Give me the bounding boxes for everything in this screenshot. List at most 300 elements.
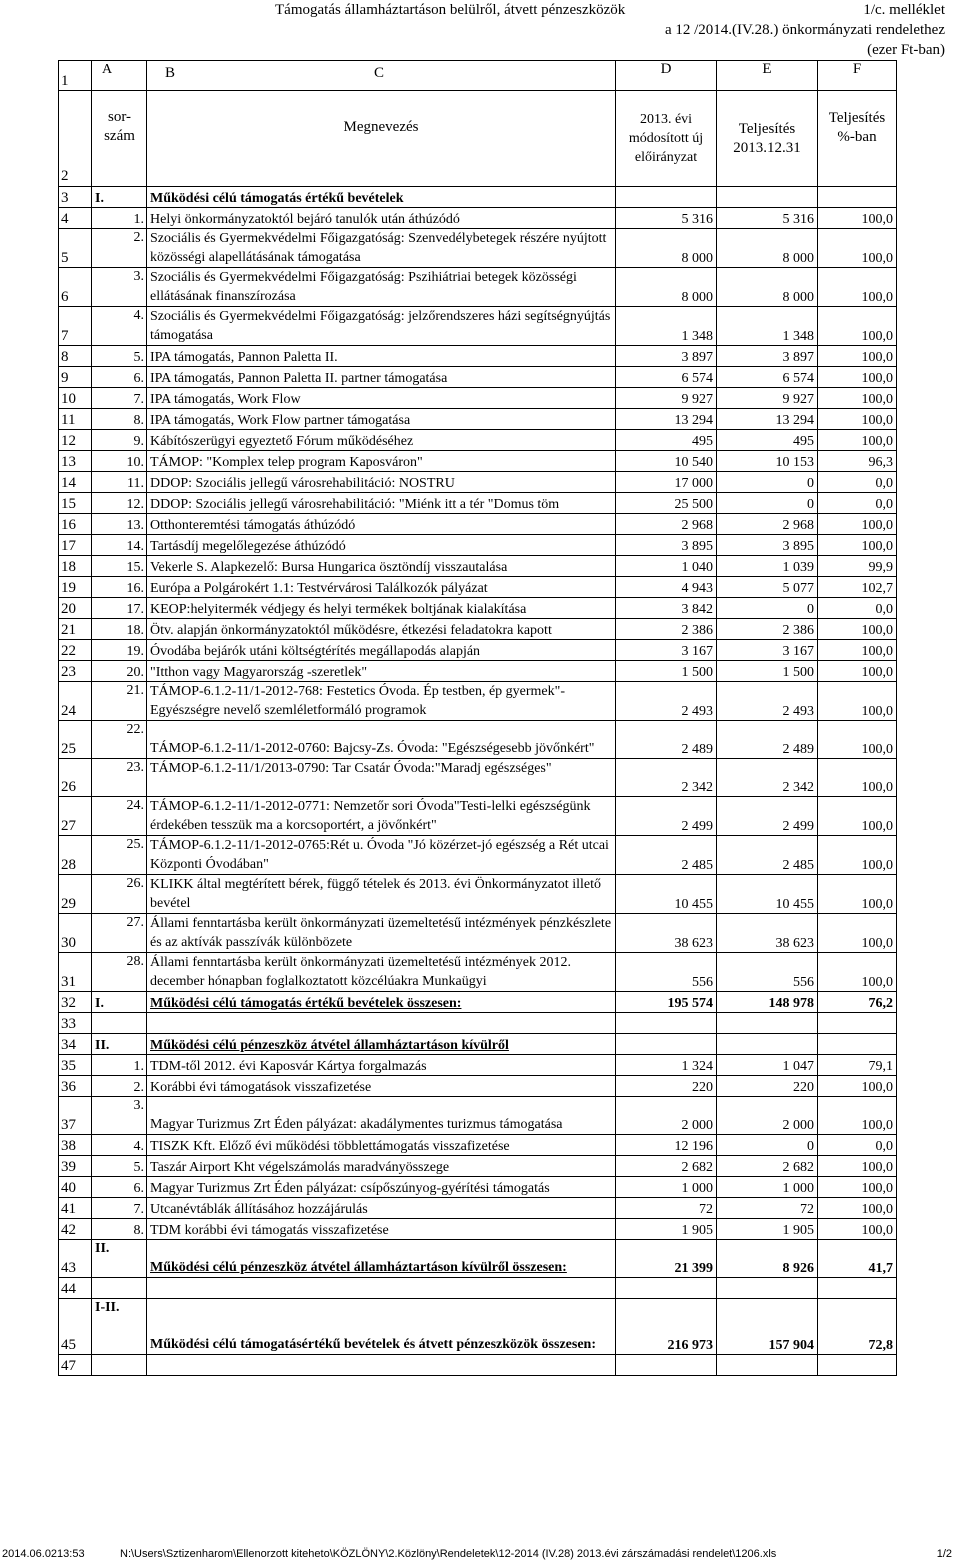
table-row — [59, 307, 897, 346]
row-name: Kábítószerügyi egyeztető Fórum működéséhez — [147, 430, 616, 451]
row-value-f: 100,0 — [818, 229, 897, 268]
row-value-d: 72 — [616, 1198, 717, 1219]
col-header-f: Teljesítés %-ban — [818, 91, 897, 187]
row-value-e: 2 489 — [717, 721, 818, 759]
row-value-e: 5 316 — [717, 208, 818, 229]
row-value-f: 100,0 — [818, 661, 897, 682]
table-row — [59, 367, 897, 388]
row-number: 20 — [59, 598, 92, 619]
row-value-d: 2 386 — [616, 619, 717, 640]
row-name: TÁMOP-6.1.2-11/1-2012-0760: Bajcsy-Zs. Óvoda: "Egészségesebb jövőnkért" — [147, 721, 616, 759]
row-item-number: 16. — [92, 577, 147, 598]
row-item-number: 10. — [92, 451, 147, 472]
row-value-e: 556 — [717, 953, 818, 992]
row-name: Vekerle S. Alapkezelő: Bursa Hungarica ösztöndíj visszautalása — [147, 556, 616, 577]
row-value-f — [818, 1034, 897, 1055]
row-value-d: 3 897 — [616, 346, 717, 367]
table-row — [59, 535, 897, 556]
row-value-f: 100,0 — [818, 914, 897, 953]
row-value-e: 38 623 — [717, 914, 818, 953]
table-row — [59, 451, 897, 472]
row-value-e: 0 — [717, 1135, 818, 1156]
row-number: 37 — [59, 1097, 92, 1135]
row-value-f: 96,3 — [818, 451, 897, 472]
row-value-d: 10 540 — [616, 451, 717, 472]
row-value-f — [818, 1355, 897, 1376]
row-number: 7 — [59, 307, 92, 346]
table-row — [59, 187, 897, 208]
row-value-d: 2 968 — [616, 514, 717, 535]
row-name: Európa a Polgárokért 1.1: Testvérvárosi Találkozók pályázat — [147, 577, 616, 598]
table-row — [59, 661, 897, 682]
row-value-d — [616, 187, 717, 208]
table-row — [59, 1034, 897, 1055]
row-value-d: 3 895 — [616, 535, 717, 556]
row-value-f: 79,1 — [818, 1055, 897, 1076]
row-number: 19 — [59, 577, 92, 598]
row-item-number: 24. — [92, 797, 147, 836]
row-item-number: 8. — [92, 1219, 147, 1240]
row-value-d: 8 000 — [616, 268, 717, 307]
row-value-e: 13 294 — [717, 409, 818, 430]
table-row — [59, 514, 897, 535]
row-number: 24 — [59, 682, 92, 721]
row-number: 21 — [59, 619, 92, 640]
table-row — [59, 556, 897, 577]
row-number: 25 — [59, 721, 92, 759]
row-item-number: 2. — [92, 229, 147, 268]
row-value-f — [818, 187, 897, 208]
table-row — [59, 1355, 897, 1376]
row-item-number: I. — [92, 187, 147, 208]
row-number: 17 — [59, 535, 92, 556]
row-value-e: 1 000 — [717, 1177, 818, 1198]
row-item-number: 1. — [92, 1055, 147, 1076]
row-value-f: 76,2 — [818, 992, 897, 1013]
row-value-e: 0 — [717, 493, 818, 514]
row-item-number: 7. — [92, 388, 147, 409]
table-row — [59, 1135, 897, 1156]
row-item-number: 1. — [92, 208, 147, 229]
row-number: 27 — [59, 797, 92, 836]
row-name: Működési célú támogatás értékű bevételek — [147, 187, 616, 208]
row-value-d: 6 574 — [616, 367, 717, 388]
row-item-number: 22. — [92, 721, 147, 759]
row-number: 5 — [59, 229, 92, 268]
row-value-f — [818, 1013, 897, 1034]
table-row — [59, 1013, 897, 1034]
row-value-f: 100,0 — [818, 640, 897, 661]
row-value-e: 8 926 — [717, 1240, 818, 1278]
table-row — [59, 721, 897, 759]
row-value-e: 2 493 — [717, 682, 818, 721]
col-header-no: sor- szám — [92, 91, 147, 187]
row-number: 2 — [59, 91, 92, 187]
table-row — [59, 346, 897, 367]
row-value-e: 9 927 — [717, 388, 818, 409]
table-row — [59, 493, 897, 514]
row-value-d — [616, 1034, 717, 1055]
row-item-number: 12. — [92, 493, 147, 514]
row-number: 23 — [59, 661, 92, 682]
row-value-d: 17 000 — [616, 472, 717, 493]
row-value-e: 8 000 — [717, 268, 818, 307]
row-value-e: 2 485 — [717, 836, 818, 875]
row-value-f: 100,0 — [818, 1219, 897, 1240]
table-row — [59, 875, 897, 914]
row-name: Állami fenntartásba került önkormányzati üzemeltetésű intézmények pénzkészlete és az aktívák passzívák különbözete — [147, 914, 616, 953]
row-value-f: 100,0 — [818, 208, 897, 229]
row-name: Szociális és Gyermekvédelmi Főigazgatóság: Szenvedélybetegek részére nyújtott közösségi alapellátásának támogatása — [147, 229, 616, 268]
row-value-f: 100,0 — [818, 268, 897, 307]
row-name: TÁMOP-6.1.2-11/1/2013-0790: Tar Csatár Óvoda:"Maradj egészséges" — [147, 759, 616, 797]
row-value-f: 0,0 — [818, 493, 897, 514]
row-item-number: 4. — [92, 1135, 147, 1156]
row-number: 11 — [59, 409, 92, 430]
row-value-f: 100,0 — [818, 759, 897, 797]
row-item-number: 13. — [92, 514, 147, 535]
row-item-number: 26. — [92, 875, 147, 914]
table-row — [59, 914, 897, 953]
table-row — [59, 388, 897, 409]
row-value-f: 100,0 — [818, 619, 897, 640]
row-name: Állami fenntartásba került önkormányzati üzemeltetésű intézmények 2012. december hónapban foglalkoztatott közcélúakra Munkaügyi — [147, 953, 616, 992]
row-item-number: 18. — [92, 619, 147, 640]
row-value-d — [616, 1355, 717, 1376]
row-value-e: 1 039 — [717, 556, 818, 577]
row-number: 35 — [59, 1055, 92, 1076]
row-value-f: 100,0 — [818, 1198, 897, 1219]
row-value-e: 5 077 — [717, 577, 818, 598]
row-number: 38 — [59, 1135, 92, 1156]
table-row — [59, 1219, 897, 1240]
row-number: 12 — [59, 430, 92, 451]
col-header-e: Teljesítés 2013.12.31 — [717, 91, 818, 187]
footer-file-path: N:\Users\Sztizenharom\Ellenorzott kiteheto\KÖZLÖNY\2.Közlöny\Rendeletek\12-2014 (IV.28) 2013.évi zárszámadási rendelet\1206.xls — [120, 1548, 777, 1560]
row-item-number — [92, 1278, 147, 1299]
row-number: 41 — [59, 1198, 92, 1219]
row-item-number: II. — [92, 1240, 147, 1278]
col-header-d: 2013. évi módosított új előirányzat — [616, 91, 717, 187]
row-value-d: 3 842 — [616, 598, 717, 619]
row-item-number: 28. — [92, 953, 147, 992]
row-value-d: 1 324 — [616, 1055, 717, 1076]
row-value-e — [717, 1013, 818, 1034]
row-name: DDOP: Szociális jellegű városrehabilitáció: "Miénk itt a tér "Domus töm — [147, 493, 616, 514]
row-name: Magyar Turizmus Zrt Éden pályázat: akadálymentes turizmus támogatása — [147, 1097, 616, 1135]
row-value-f: 100,0 — [818, 836, 897, 875]
col-header-name: Megnevezés — [147, 91, 616, 187]
row-number: 18 — [59, 556, 92, 577]
table-row — [59, 1156, 897, 1177]
row-value-f: 100,0 — [818, 409, 897, 430]
row-number: 29 — [59, 875, 92, 914]
table-row — [59, 598, 897, 619]
row-value-e: 10 153 — [717, 451, 818, 472]
row-value-d: 216 973 — [616, 1299, 717, 1355]
row-value-e: 0 — [717, 598, 818, 619]
row-value-d: 2 485 — [616, 836, 717, 875]
row-number: 42 — [59, 1219, 92, 1240]
row-value-f: 100,0 — [818, 430, 897, 451]
row-value-f: 100,0 — [818, 721, 897, 759]
row-item-number: 3. — [92, 1097, 147, 1135]
row-value-e: 6 574 — [717, 367, 818, 388]
row-value-e: 1 905 — [717, 1219, 818, 1240]
row-number: 15 — [59, 493, 92, 514]
row-name: TÁMOP-6.1.2-11/1-2012-0765:Rét u. Óvoda "Jó közérzet-jó egészség a Rét utcai Központi Óvodában" — [147, 836, 616, 875]
row-number: 10 — [59, 388, 92, 409]
row-item-number: 21. — [92, 682, 147, 721]
row-name: Taszár Airport Kht végelszámolás maradványösszege — [147, 1156, 616, 1177]
row-number: 6 — [59, 268, 92, 307]
row-name: IPA támogatás, Work Flow partner támogatása — [147, 409, 616, 430]
row-number: 16 — [59, 514, 92, 535]
row-item-number: II. — [92, 1034, 147, 1055]
row-value-f: 99,9 — [818, 556, 897, 577]
col-letter-d: D — [616, 61, 717, 91]
row-value-d: 38 623 — [616, 914, 717, 953]
row-value-d: 1 500 — [616, 661, 717, 682]
col-letter-b-c — [147, 61, 616, 91]
row-item-number: 17. — [92, 598, 147, 619]
table-row — [59, 682, 897, 721]
row-item-number: 25. — [92, 836, 147, 875]
row-value-f: 72,8 — [818, 1299, 897, 1355]
row-number: 22 — [59, 640, 92, 661]
row-name — [147, 1355, 616, 1376]
row-value-e: 2 499 — [717, 797, 818, 836]
row-item-number: 5. — [92, 1156, 147, 1177]
row-item-number: 23. — [92, 759, 147, 797]
row-number: 4 — [59, 208, 92, 229]
row-name: Szociális és Gyermekvédelmi Főigazgatóság: jelzőrendszeres házi segítségnyújtás támogatása — [147, 307, 616, 346]
row-value-d: 4 943 — [616, 577, 717, 598]
row-number: 13 — [59, 451, 92, 472]
row-value-f: 100,0 — [818, 1177, 897, 1198]
row-value-e: 2 968 — [717, 514, 818, 535]
row-value-d: 21 399 — [616, 1240, 717, 1278]
row-value-d: 1 040 — [616, 556, 717, 577]
row-item-number: 19. — [92, 640, 147, 661]
row-number: 43 — [59, 1240, 92, 1278]
table-row — [59, 619, 897, 640]
row-value-e: 10 455 — [717, 875, 818, 914]
row-item-number: 8. — [92, 409, 147, 430]
row-item-number: I. — [92, 992, 147, 1013]
table-row — [59, 953, 897, 992]
row-value-d: 220 — [616, 1076, 717, 1097]
row-number: 1 — [59, 61, 92, 91]
row-value-e: 1 500 — [717, 661, 818, 682]
table-row — [59, 430, 897, 451]
row-value-e: 1 348 — [717, 307, 818, 346]
row-item-number: 3. — [92, 268, 147, 307]
row-value-f: 100,0 — [818, 1076, 897, 1097]
table-row — [59, 1076, 897, 1097]
col-letter-b: B — [165, 65, 176, 81]
table-row — [59, 1198, 897, 1219]
row-number: 14 — [59, 472, 92, 493]
row-item-number: I-II. — [92, 1299, 147, 1355]
row-value-f: 100,0 — [818, 1097, 897, 1135]
table-row — [59, 992, 897, 1013]
row-item-number: 27. — [92, 914, 147, 953]
row-value-e: 3 895 — [717, 535, 818, 556]
row-value-e — [717, 1034, 818, 1055]
row-name: KEOP:helyitermék védjegy és helyi termékek boltjának kialakítása — [147, 598, 616, 619]
row-value-f: 100,0 — [818, 953, 897, 992]
row-name — [147, 1013, 616, 1034]
row-value-e: 148 978 — [717, 992, 818, 1013]
row-value-d — [616, 1013, 717, 1034]
col-letter-c: C — [374, 65, 385, 81]
row-value-e: 1 047 — [717, 1055, 818, 1076]
row-value-e: 2 386 — [717, 619, 818, 640]
row-value-d: 1 000 — [616, 1177, 717, 1198]
row-name: Működési célú támogatásértékű bevételek és átvett pénzeszközök összesen: — [147, 1299, 616, 1355]
row-value-d: 2 342 — [616, 759, 717, 797]
row-value-e: 0 — [717, 472, 818, 493]
row-value-d: 5 316 — [616, 208, 717, 229]
row-name: TÁMOP: "Komplex telep program Kaposváron" — [147, 451, 616, 472]
row-number: 26 — [59, 759, 92, 797]
row-number: 47 — [59, 1355, 92, 1376]
row-name: Otthonteremtési támogatás áthúzódó — [147, 514, 616, 535]
row-number: 39 — [59, 1156, 92, 1177]
table-row — [59, 1278, 897, 1299]
document-title: Támogatás államháztartáson belülről, átvett pénzeszközök — [275, 2, 626, 18]
row-name: IPA támogatás, Pannon Paletta II. partner támogatása — [147, 367, 616, 388]
row-item-number: 6. — [92, 367, 147, 388]
table-row — [59, 268, 897, 307]
row-item-number: 9. — [92, 430, 147, 451]
row-item-number: 5. — [92, 346, 147, 367]
row-name: Utcanévtáblák állításához hozzájárulás — [147, 1198, 616, 1219]
row-value-d: 2 682 — [616, 1156, 717, 1177]
row-value-e — [717, 1278, 818, 1299]
row-name — [147, 1278, 616, 1299]
row-name: Magyar Turizmus Zrt Éden pályázat: csípőszúnyog-gyérítési támogatás — [147, 1177, 616, 1198]
row-value-d: 8 000 — [616, 229, 717, 268]
row-number: 40 — [59, 1177, 92, 1198]
row-number: 9 — [59, 367, 92, 388]
row-item-number: 20. — [92, 661, 147, 682]
row-value-d: 495 — [616, 430, 717, 451]
footer-date: 2014.06.0213:53 — [2, 1548, 85, 1560]
row-name: DDOP: Szociális jellegű városrehabilitáció: NOSTRU — [147, 472, 616, 493]
row-number: 31 — [59, 953, 92, 992]
row-value-f: 100,0 — [818, 535, 897, 556]
table-row — [59, 208, 897, 229]
row-item-number: 11. — [92, 472, 147, 493]
row-number: 33 — [59, 1013, 92, 1034]
row-name: Működési célú pénzeszköz átvétel államháztartáson kívülről — [147, 1034, 616, 1055]
row-name: TÁMOP-6.1.2-11/1-2012-0771: Nemzetőr sori Óvoda"Testi-lelki egészségünk érdekében tesszük ma a korcsoportért, a jövőnkért" — [147, 797, 616, 836]
row-name: Működési célú pénzeszköz átvétel államháztartáson kívülről összesen: — [147, 1240, 616, 1278]
row-number: 3 — [59, 187, 92, 208]
table-row — [59, 640, 897, 661]
row-item-number: 6. — [92, 1177, 147, 1198]
row-number: 32 — [59, 992, 92, 1013]
row-name: Működési célú támogatás értékű bevételek összesen: — [147, 992, 616, 1013]
table-row — [59, 759, 897, 797]
row-name: Korábbi évi támogatások visszafizetése — [147, 1076, 616, 1097]
table-row — [59, 472, 897, 493]
row-value-d: 2 000 — [616, 1097, 717, 1135]
row-number: 30 — [59, 914, 92, 953]
row-value-f: 100,0 — [818, 875, 897, 914]
row-value-f: 0,0 — [818, 472, 897, 493]
row-name: TÁMOP-6.1.2-11/1-2012-768: Festetics Óvoda. Ép testben, ép gyermek"-Egyészségre nevelő szemléletformáló programok — [147, 682, 616, 721]
table-row — [59, 229, 897, 268]
row-name: Óvodába bejárók utáni költségtérítés megállapodás alapján — [147, 640, 616, 661]
row-value-e: 3 897 — [717, 346, 818, 367]
row-value-e — [717, 187, 818, 208]
table-row — [59, 797, 897, 836]
row-name: "Itthon vagy Magyarország -szeretlek" — [147, 661, 616, 682]
row-value-f: 100,0 — [818, 1156, 897, 1177]
row-value-d: 556 — [616, 953, 717, 992]
row-number: 34 — [59, 1034, 92, 1055]
row-name: Ötv. alapján önkormányzatoktól működésre, étkezési feladatokra kapott — [147, 619, 616, 640]
col-letter-e: E — [717, 61, 818, 91]
row-value-d: 1 905 — [616, 1219, 717, 1240]
decree-reference: a 12 /2014.(IV.28.) önkormányzati rendelethez — [664, 22, 945, 38]
row-value-f: 100,0 — [818, 388, 897, 409]
table-row — [59, 409, 897, 430]
row-number: 28 — [59, 836, 92, 875]
row-value-e: 157 904 — [717, 1299, 818, 1355]
row-item-number: 7. — [92, 1198, 147, 1219]
row-value-d: 9 927 — [616, 388, 717, 409]
row-item-number: 2. — [92, 1076, 147, 1097]
row-value-d: 195 574 — [616, 992, 717, 1013]
table-row — [59, 1299, 897, 1355]
table-row — [59, 1055, 897, 1076]
row-value-f: 100,0 — [818, 307, 897, 346]
row-name: TISZK Kft. Előző évi működési többlettámogatás visszafizetése — [147, 1135, 616, 1156]
row-value-f: 100,0 — [818, 682, 897, 721]
row-value-d: 1 348 — [616, 307, 717, 346]
row-value-e — [717, 1355, 818, 1376]
row-value-e: 2 000 — [717, 1097, 818, 1135]
row-item-number — [92, 1013, 147, 1034]
row-value-f: 0,0 — [818, 598, 897, 619]
footer-page-number: 1/2 — [936, 1548, 952, 1560]
row-name: TDM-től 2012. évi Kaposvár Kártya forgalmazás — [147, 1055, 616, 1076]
row-value-d: 10 455 — [616, 875, 717, 914]
row-value-f: 0,0 — [818, 1135, 897, 1156]
unit-label: (ezer Ft-ban) — [867, 42, 945, 58]
row-value-f: 100,0 — [818, 367, 897, 388]
row-item-number — [92, 1355, 147, 1376]
row-value-e: 3 167 — [717, 640, 818, 661]
row-name: TDM korábbi évi támogatás visszafizetése — [147, 1219, 616, 1240]
row-name: Helyi önkormányzatoktól bejáró tanulók után áthúzódó — [147, 208, 616, 229]
row-value-f: 100,0 — [818, 514, 897, 535]
row-value-f — [818, 1278, 897, 1299]
row-name: IPA támogatás, Pannon Paletta II. — [147, 346, 616, 367]
table-row — [59, 577, 897, 598]
row-value-f: 41,7 — [818, 1240, 897, 1278]
col-letter-f: F — [818, 61, 897, 91]
data-table — [58, 60, 897, 1376]
row-item-number: 15. — [92, 556, 147, 577]
row-value-e: 8 000 — [717, 229, 818, 268]
annex-label: 1/c. melléklet — [863, 2, 945, 18]
table-row — [59, 1097, 897, 1135]
